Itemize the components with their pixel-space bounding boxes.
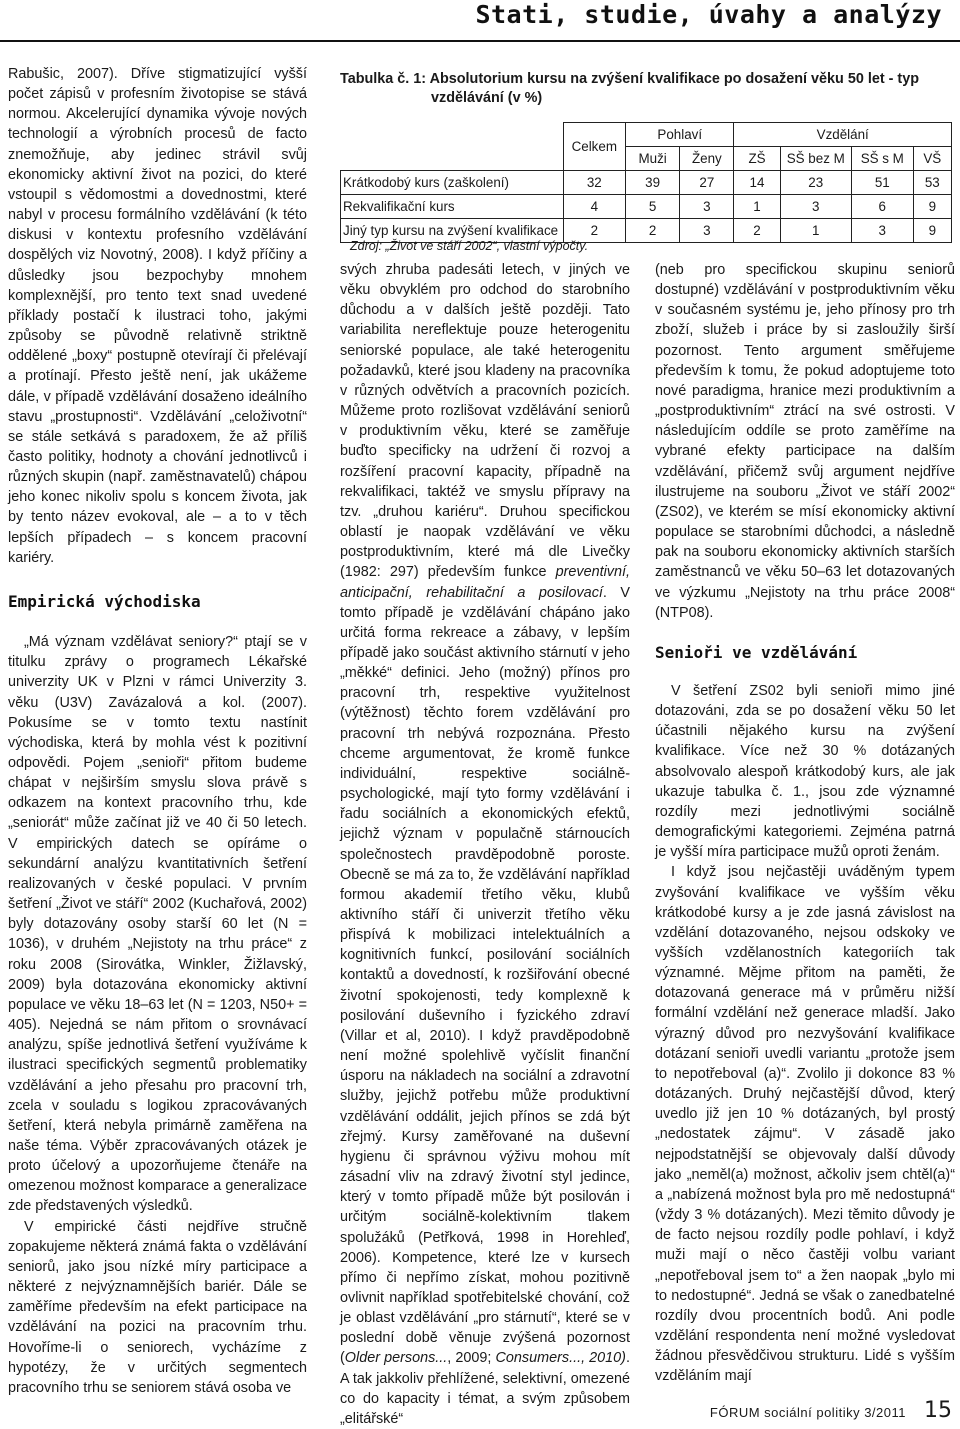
cell: 27 <box>680 171 734 195</box>
cell: 3 <box>851 219 913 243</box>
header-ss-s-m: SŠ s M <box>851 147 913 171</box>
col1-paragraph-2: „Má význam vzdělávat seniory?“ ptají se v titulku zprávy o programech Lékařské univerzity UK v Plzni v rámci Univerzity 3. věku (U3V) Zavázalová a kol. (2007). Pokusíme se v tomto textu nastínit východiska, která by mohla vést k pozitivní odpovědi. Pojem „senioři“ přitom budeme chápat v nejširším smyslu slova právě s odkazem na kontext pracovního trhu, kde „seniorát“ může začínat již ve 40 či 50 letech. V empirických datech se opíráme o sekundární analýzu kvantitativních šetření realizovaných v české populaci. V prvním šetření „Život ve stáří“ 2002 (Kuchařová, 2002) byly dotazovány osoby starší 60 let (N = 1036), v druhém „Nejistoty na trhu práce“ z roku 2008 (Sirovátka, Winkler, Žižlavský, 2009) byla dotazována ekonomicky aktivní populace ve věku 18–63 let (N = 1203, N50+ = 405). Nejedná se nám přitom o srovnávací analýzu, spíše jednotlivá šetření využíváme k ilustraci specifických segmentů problematiky vzdělávání a jeho přesahu pro pracovní trh, zcela v souladu s logikou zpracovávaných šetření, která nebyla primárně zaměřena na naše téma. Výběr zpracovávaných otázek je proto účelový a upozorňujeme čtenáře na omezenou možnost komparace a generalizace zde představených výsledků. <box>8 634 307 1215</box>
column-3 <box>655 260 955 1386</box>
italic-run: Consumers..., 2010) <box>495 1350 626 1367</box>
cell: 2 <box>563 219 625 243</box>
cell: 3 <box>680 195 734 219</box>
cell: 14 <box>734 171 780 195</box>
header-vzdelani: Vzdělání <box>734 123 952 147</box>
cell: 6 <box>851 195 913 219</box>
page-number: 15 <box>924 1398 952 1423</box>
text-run: . A tak jakkoliv přehlížené, selektivní, omezené co do kapacity i témat, a svým způsobem „elitářské“ <box>340 1350 630 1427</box>
text-run: . V tomto případě je vzdělávání chápáno jako určitá forma rekreace a zábavy, v lepším případě jako součást aktivního stárnutí v jeho „měkké“ definici. Jeho (možný) přínos pro pracovní trh, respektive využitelnost (výtěžnost) těchto forem vzdělávání pro pracovní trh nebývá rozpoznána. Přesto chceme argumentovat, že kromě funkce individuální, respektive sociálně-psychologické, mají tyto formy vzdělávání i řadu sociálních a ekonomických efektů, jejichž význam v populačně stárnoucích společnostech pravděpodobně poroste. Obecně se má za to, že vzdělávání například formou akademií třetího věku, klubů aktivního stáří či univerzit třetího věku přispívá k mobilizaci intelektuálních a kognitivních funkcí, posilování sociálních kontaktů a dovedností, k rozšiřování obecné životní spokojenosti, tedy komplexně k posilování duševního i fyzického zdraví (Villar et al, 2010). I když pravděpodobně není možné spolehlivě vyčíslit finanční úsporu na nákladech na sociální a zdravotní služby, jejichž potřebu může produktivní vzdělávání oddálit, jejich přínos se zdá být zřejmý. Kursy zaměřované na duševní hygienu či správnou výživu mohou mít zásadní vliv na zdravý životní styl jedince, který v tomto případě může být posilován i určitým sociálně-kolektivním tlakem spolužáků (Petřková, 1998 in Horehleď, 2006). Kompetence, které lze v kursech přímo či nepřímo získat, mohou pozitivně ovlivnit například spotřebitelské chování, což je oblast vzdělávání „pro stárnutí“, které se v poslední době věnuje zvýšená pozornost ( <box>340 584 630 1367</box>
italic-run: preventivní, anticipační, rehabilitační a posilovací <box>340 564 630 601</box>
cell: 5 <box>626 195 680 219</box>
footer <box>710 1398 952 1423</box>
col1-paragraph-1: Rabušic, 2007). Dříve stigmatizující vyšší počet zápisů v profesním životopise se stává normou. Akcelerující dynamika vývoje nových technologií a výrobních procesů de facto znemožňuje, aby jedinec strávil svůj ekonomicky aktivní život na pozici, do které vstoupil s vědomostmi a dovednostmi, které nabyl v procesu formálního vzdělávání (k této diskusi v kontextu profesního vzdělávání dospělých viz Novotný, 2008). I když příčiny a důsledky jsou bezpochyby mnohem komplexnější, pro tento text snad uvedené příklady postačí k ilustraci toho, jakými způsoby se původně relativně striktně oddělené „boxy“ postupně otevírají či přelévají a protínají. Přesto ještě není, jak ukážeme dále, v případě vzdělávání dosaženo ideálního stavu „prostupnosti“. Vzdělávání „celoživotní“ se stále setkává s paradoxem, že až příliš často politiky, hodnoty a chování jednotlivců i různých skupin (např. zaměstnavatelů) chápou jeho konec nikoliv spolu s koncem života, jak by tento název evokoval, ale – a to v těch lepších případech – s koncem pracovní kariéry. <box>8 66 307 566</box>
column-2 <box>340 260 630 1429</box>
cell: 1 <box>734 195 780 219</box>
header-zs: ZŠ <box>734 147 780 171</box>
cell: 39 <box>626 171 680 195</box>
journal-name: FÓRUM sociální politiky 3/2011 <box>709 1405 906 1420</box>
header-zeny: Ženy <box>680 147 734 171</box>
table-corner-2 <box>341 147 564 171</box>
table-1 <box>340 70 952 243</box>
cell: 32 <box>563 171 625 195</box>
data-table <box>340 122 952 243</box>
header <box>0 0 960 40</box>
table-corner <box>341 123 564 147</box>
table-caption-line-1: Tabulka č. 1: Absolutorium kursu na zvýšení kvalifikace po dosažení věku 50 let - typ <box>340 71 920 87</box>
col3-paragraph-3: I když jsou nejčastěji uváděným typem zvyšování kvalifikace ve vyšším věku krátkodobé kursy a je zde jasná závislost na vzdělání dotazovaného, nejsou odskoky ve vyšších vzdělanostních kategoriích tak významné. Mějme přitom na paměti, že dotazovaná generace má v průměru nižší formální vzdělání než generace mladší. Jako výrazný důvod pro nezvyšování kvalifikace dotázaní senioři uvedli variantu „protože jsem to nepotřeboval (a)“. Zvolilo ji dokonce 83 % dotázaných. Druhý nejčastější důvod, který uvedlo již jen 10 % dotázaných, byl prostý „nedostatek zájmu“. V zásadě jako nejpodstatnější se objevovaly další důvody jako „neměl(a) možnost, ačkoliv jsem chtěl(a)“ a „nabízená možnost byla pro mě nedostupná“ (vždy 3 % dotázaných). Mezi těmito důvody je de facto nejsou rozdíly podle pohlaví, i když muži mají o něco častěji volbu variant „nepotřeboval jsem to“ a žen naopak „bylo mi to nedostupné“. Jedná se však o zanedbatelné rozdíly dvou procentních bodů. Ani podle vzdělání respondenta není možné vysledovat žádnou přesvědčivou strukturu. Lidé s vyšším vzděláním mají <box>655 864 955 1385</box>
table-header-row-1 <box>341 123 952 147</box>
col1-paragraph-3: V empirické části nejdříve stručně zopakujeme některá známá fakta o vzdělávání seniorů, jako jsou nízké míry participace a některé z nejvýznamnějších bariér. Dále se zaměříme především na efekt participace na vzdělávání na pozici na pracovním trhu. Hovoříme-li o seniorech, vycházíme z hypotézy, že v určitých segmentech pracovního trhu se seniorem stává osoba ve <box>8 1218 307 1396</box>
row-label: Rekvalifikační kurs <box>341 195 564 219</box>
header-rule <box>0 40 960 42</box>
row-label: Krátkodobý kurs (zaškolení) <box>341 171 564 195</box>
heading-empiricka-vychodiska: Empirická východiska <box>8 591 201 611</box>
table-row <box>341 195 952 219</box>
header-muzi: Muži <box>626 147 680 171</box>
table-source: Zdroj: „Život ve stáří 2002“, vlastní výpočty. <box>350 239 589 253</box>
col3-paragraph-2: V šetření ZS02 byli senioři mimo jiné dotazováni, zda se po dosažení věku 50 let účastnili nějakého kursu na zvýšení kvalifikace. Více než 30 % dotázaných absolvovalo alespoň krátkodobý kurs, ale jak ukazuje tabulka č. 1., jsou zde významné rozdíly mezi jednotlivými sociálně demografickými kategoriemi. Zejména patrná je vyšší míra participace mužů oproti ženám. <box>655 682 955 861</box>
table-row <box>341 171 952 195</box>
cell: 4 <box>563 195 625 219</box>
cell: 23 <box>780 171 851 195</box>
text-run: , 2009; <box>447 1350 496 1367</box>
column-1 <box>8 64 307 1398</box>
section-title: Stati, studie, úvahy a analýzy <box>475 0 942 29</box>
cell: 3 <box>780 195 851 219</box>
cell: 9 <box>913 219 951 243</box>
table-caption-line-2: vzdělávání (v %) <box>431 90 543 106</box>
cell: 53 <box>913 171 951 195</box>
cell: 1 <box>780 219 851 243</box>
cell: 9 <box>913 195 951 219</box>
cell: 2 <box>626 219 680 243</box>
text-run: svých zhruba padesáti letech, v jiných ve věku obvyklém pro odchod do starobního důchodu a v dalších ještě později. Tato variabilita nereflektuje pouze heterogenitu seniorské populace, ale také heterogenitu požadavků, které jsou kladeny na pracovníka v různých odvětvích a pracovních pozicích. Můžeme proto rozlišovat vzdělávání seniorů v produktivním věku, které se zaměřuje buďto specificky na udržení či rozvoj a rozšíření pracovní kapacity, případně na rekvalifikaci, taktéž ve smyslu přípravy na tzv. „druhou kariéru“. Druhou specifickou oblastí je naopak vzdělávání ve věku postproduktivním, které má dle Livečky (1982: 297) především funkce <box>340 262 630 581</box>
header-vs: VŠ <box>913 147 951 171</box>
col2-paragraph-1 <box>340 260 630 1429</box>
cell: 3 <box>680 219 734 243</box>
header-ss-bez-m: SŠ bez M <box>780 147 851 171</box>
header-celkem: Celkem <box>563 123 625 171</box>
cell: 51 <box>851 171 913 195</box>
italic-run: Older persons... <box>344 1350 448 1367</box>
row-label: Jiný typ kursu na zvýšení kvalifikace <box>341 219 564 243</box>
heading-seniori-ve-vzdelavani: Senioři ve vzdělávání <box>655 642 858 662</box>
header-pohlavi: Pohlaví <box>626 123 734 147</box>
table-caption <box>340 70 952 108</box>
table-header-row-2 <box>341 147 952 171</box>
col3-paragraph-1: (neb pro specifickou skupinu seniorů dostupné) vzdělávání v postproduktivním věku v současném systému je, jeho přínosy pro trh zboží, služeb i práce by si zasloužily širší pozornost. Tento argument směřujeme především k tomu, že pokud adoptujeme toto nové paradigma, hranice mezi produktivním a „postproduktivním“ ztrácí na své ostrosti. V následujícím oddíle se proto zaměříme na vybrané efekty participace na dalším vzdělávání, přičemž svůj argument nejdříve ilustrujeme na souboru „Život ve stáří 2002“ (ZS02), ve kterém se mísí ekonomicky aktivní populace se starobními důchodci, a následně pak na souboru ekonomicky aktivních starších zaměstnanců ve věku 50–63 let dotazovaných ve výzkumu „Nejistoty na trhu práce 2008“ (NTP08). <box>655 262 955 621</box>
cell: 2 <box>734 219 780 243</box>
